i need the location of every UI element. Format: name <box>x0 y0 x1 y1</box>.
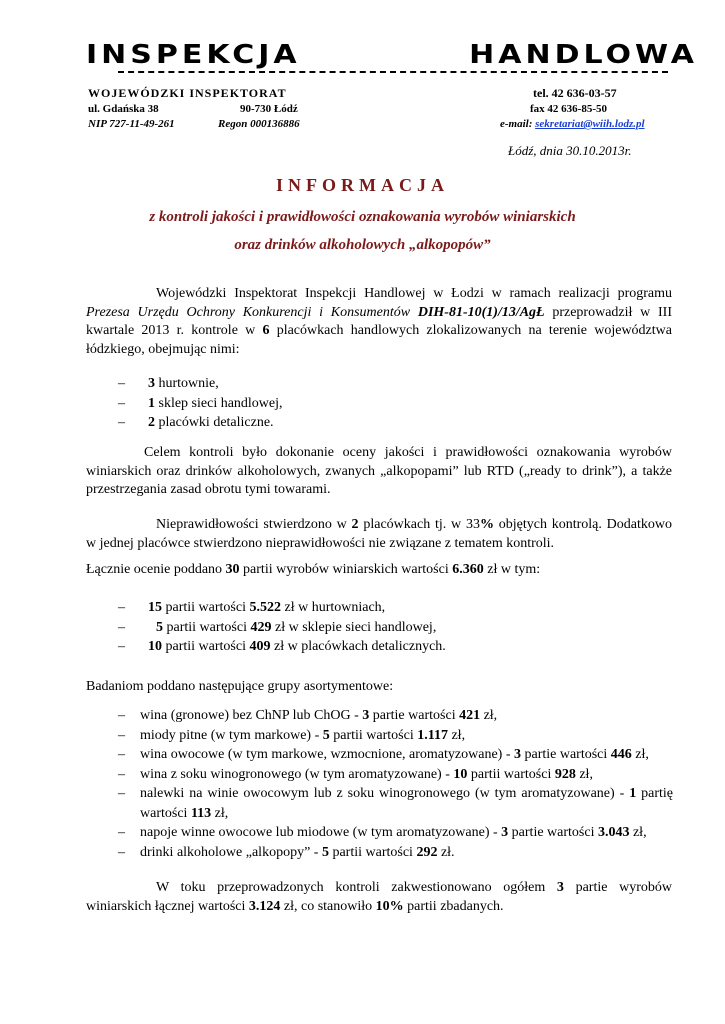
nip: NIP 727-11-49-261 <box>88 118 175 130</box>
document-title: INFORMACJA <box>276 175 449 195</box>
groups-list <box>118 706 673 862</box>
list-item: – napoje winne owocowe lub miodowe (w tym aromatyzowane) - 3 partie wartości 3.043 zł, <box>118 825 647 840</box>
logo-text <box>86 40 698 71</box>
outlets-list <box>118 374 678 433</box>
email-link[interactable]: sekretariat@wiih.lodz.pl <box>535 118 645 130</box>
postcode-city: 90-730 Łódź <box>240 103 298 115</box>
email-line <box>500 117 645 131</box>
header-divider <box>118 71 668 81</box>
breakdown-list <box>118 598 678 657</box>
intro-paragraph: Wojewódzki Inspektorat Inspekcji Handlowej w Łodzi w ramach realizacji programu Prezesa Urzędu Ochrony Konkurencji i Konsumentów DIH-81-10(1)/13/AgŁ przeprowadził w III kwartale 2013 r. kontrole w 6 placówkach handlowych zlokalizowanych na terenie województwa łódzkiego, obejmując nimi: <box>86 286 672 357</box>
groups-intro: Badaniom poddano następujące grupy asortymentowe: <box>86 679 394 694</box>
document-date: Łódź, dnia 30.10.2013r. <box>508 143 632 158</box>
list-item: – 10 partii wartości 409 zł w placówkach detalicznych. <box>118 639 446 654</box>
list-item: – 5 partii wartości 429 zł w sklepie sieci handlowej, <box>118 619 437 635</box>
list-item: – 2 placówki detaliczne. <box>118 415 274 430</box>
purpose-paragraph: Celem kontroli było dokonanie oceny jakości i prawidłowości oznakowania wyrobów winiarskich oraz drinków alkoholowych, zwanych „alkopopami” lub RTD („ready to drink”), a także przestrzegania zasad obrotu tymi towarami. <box>86 445 672 497</box>
list-item: – wina (gronowe) bez ChNP lub ChOG - 3 partie wartości 421 zł, <box>118 708 498 723</box>
list-item: – miody pitne (w tym markowe) - 5 partii wartości 1.117 zł, <box>118 727 466 743</box>
list-item: – wina z soku winogronowego (w tym aromatyzowane) - 10 partii wartości 928 zł, <box>118 766 593 782</box>
email-label: e-mail: <box>500 118 533 130</box>
list-item: – 1 sklep sieci handlowej, <box>118 395 283 411</box>
logo-word-right: HANDLOWA <box>469 40 698 70</box>
fax: fax 42 636-85-50 <box>530 103 607 115</box>
list-item: – nalewki na winie owocowym lub z soku winogronowego (w tym aromatyzowane) - 1 partię wartości 113 zł, <box>118 786 673 821</box>
total-paragraph: Łącznie ocenie poddano 30 partii wyrobów winiarskich wartości 6.360 zł w tym: <box>86 562 541 577</box>
subtitle-line-1: z kontroli jakości i prawidłowości oznakowania wyrobów winiarskich <box>149 209 576 225</box>
list-item: – 15 partii wartości 5.522 zł w hurtowniach, <box>118 600 386 615</box>
logo-word-left: INSPEKCJA <box>86 40 301 70</box>
list-item: – 3 hurtownie, <box>118 376 219 391</box>
conclusion-paragraph: W toku przeprowadzonych kontroli zakwestionowano ogółem 3 partie wyrobów winiarskich łącznej wartości 3.124 zł, co stanowiło 10% partii zbadanych. <box>86 880 672 914</box>
list-item: – wina owocowe (w tym markowe, wzmocnione, aromatyzowane) - 3 partie wartości 446 zł, <box>118 747 649 762</box>
org-name: WOJEWÓDZKI INSPEKTORAT <box>88 86 287 100</box>
street-address: ul. Gdańska 38 <box>88 103 159 115</box>
irregularities-paragraph: Nieprawidłowości stwierdzono w 2 placówkach tj. w 33% objętych kontrolą. Dodatkowo w jednej placówce stwierdzono nieprawidłowości nie związane z tematem kontroli. <box>86 517 673 551</box>
subtitle-line-2: oraz drinków alkoholowych „alkopopów” <box>234 237 491 253</box>
regon: Regon 000136886 <box>218 118 300 130</box>
list-item: – drinki alkoholowe „alkopopy” - 5 partii wartości 292 zł. <box>118 844 455 860</box>
phone: tel. 42 636-03-57 <box>533 86 617 100</box>
